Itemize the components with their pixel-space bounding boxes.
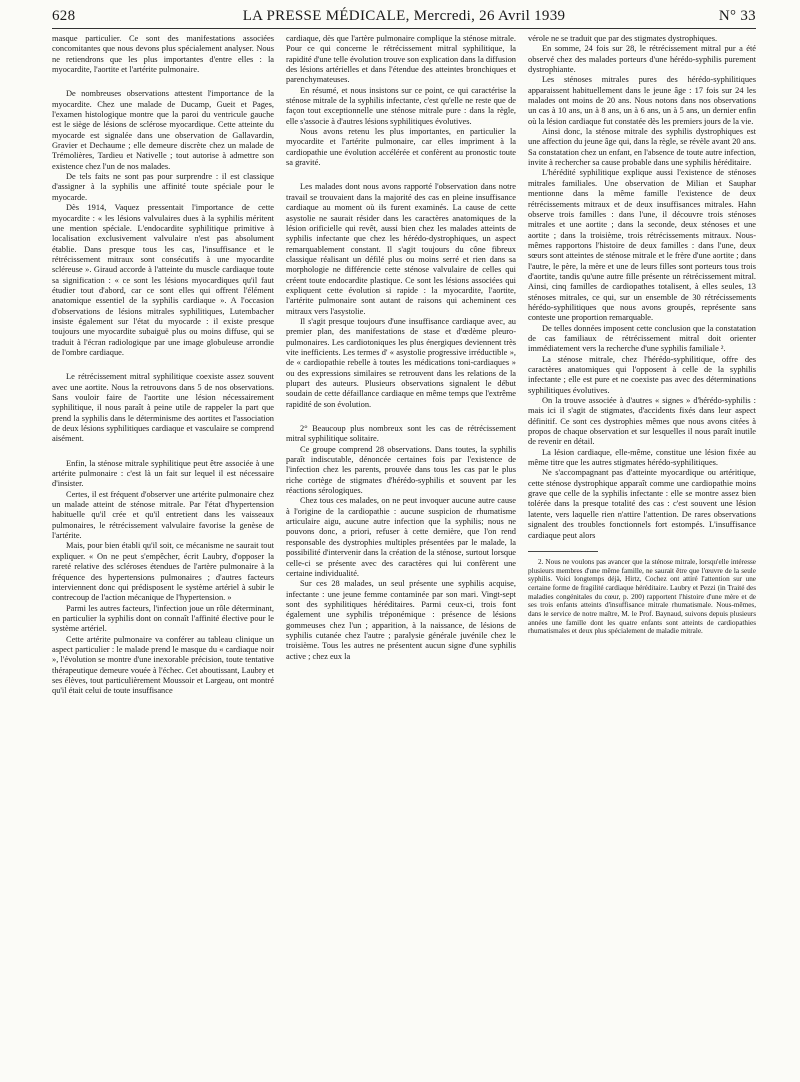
paragraph: Certes, il est fréquent d'observer une artérite pulmonaire chez un malade atteint de sténose mitrale. Par l'état d'hypertension habituelle qu'il crée et qu'il entretient dans les vaisseaux pulmonaires, le rétrécissement valvulaire favorise la genèse de l'artérite. bbox=[52, 489, 274, 541]
footnote-text: 2. Nous ne voulons pas avancer que la sténose mitrale, lorsqu'elle intéresse plusieurs membres d'une même famille, ne saurait être que l'œuvre de la seule syphilis. Voici longtemps déjà, Hirtz, Cochez ont attiré l'attention sur une certaine forme de fragilité cardiaque héréditaire. Laubry et Pezzi (in Traité des maladies congénitales du cœur, p. 200) rapportent l'histoire d'une mère et de ses trois enfants atteints d'insuffisance mitrale rhumatismale. Nous-mêmes, dans le service de notre maître, M. le Prof. Baynaud, suivons depuis plusieurs années une famille dont les quatre enfants sont atteints de cardiopathies rhumatismales et deux plus spécialement de maladie mitrale. bbox=[528, 557, 756, 636]
paragraph: masque particulier. Ce sont des manifestations associées concomitantes que nous devons plus spécialement analyser. Nous ne retiendrons que les plus importantes d'entre elles : la myocardite, l'aortite et l'artérite pulmonaire. bbox=[52, 34, 274, 75]
paragraph: Parmi les autres facteurs, l'infection joue un rôle déterminant, en particulier la syphilis dont on connaît l'affinité élective pour le système artériel. bbox=[52, 603, 274, 634]
paragraph: Ainsi donc, la sténose mitrale des syphilis dystrophiques est une affection du jeune âge qui, dans la règle, se révèle avant 20 ans. Sa constatation chez un enfant, en l'absence de toute autre infection, invite à rechercher sa cause probable dans une syphilis héréditaire. bbox=[528, 127, 756, 168]
paragraph: Ne s'accompagnant pas d'atteinte myocardique ou artéritique, cette sténose dystrophique apparaît comme une cardiopathie moins grave que celle de la syphilis infectante : elle se montre assez bien tolérée dans la presque totalité des cas : c'est souvent une lésion latente, vers laquelle rien n'attire l'attention. De rares observations signalent des troubles fonctionnels fort estompés. L'insuffisance cardiaque peut alors bbox=[528, 468, 756, 540]
paragraph: Enfin, la sténose mitrale syphilitique peut être associée à une artérite pulmonaire : c'est là un fait sur lequel il est nécessaire d'insister. bbox=[52, 458, 274, 489]
paragraph: Ce groupe comprend 28 observations. Dans toutes, la syphilis paraît indiscutable, dénoncée certaines fois par l'existence de l'infection chez les parents, prouvée dans tous les cas par le plus riche cortège de stigmates d'hérédo-syphilis et souvent par les réactions sérologiques. bbox=[286, 444, 516, 496]
page-header bbox=[52, 8, 756, 26]
header-rule bbox=[52, 28, 756, 29]
paragraph: La lésion cardiaque, elle-même, constitue une lésion fixée au même titre que les autres stigmates hérédo-syphilitiques. bbox=[528, 447, 756, 468]
paragraph: vérole ne se traduit que par des stigmates dystrophiques. bbox=[528, 34, 718, 43]
column-1 bbox=[52, 34, 274, 1068]
paragraph: cardiaque, dès que l'artère pulmonaire complique la sténose mitrale. Pour ce qui concerne le rétrécissement mitral syphilitique, la rapidité d'une telle évolution trouve son explication dans la diffusion des lésions artérielles et dans l'étendue des atteintes bronchiques et parenchymateuses. bbox=[286, 34, 516, 85]
column-3 bbox=[528, 34, 756, 1068]
paragraph: Les malades dont nous avons rapporté l'observation dans notre travail se trouvaient dans la majorité des cas en pleine insuffisance cardiaque au moment où ils furent examinés. La cause de cette asystolie ne saurait résider dans les caractères anatomiques de la lésion orificielle qui revêt, aussi bien chez les malades atteints de syphilis infectante que chez les hérédo-dystrophiques, un aspect remarquablement constant. Il s'agit toujours du cône fibreux classique réalisant un défilé plus ou moins serré et rien dans sa morphologie ne différencie cette sténose valvulaire de celles qui créent toute endocardite plastique. Ce sont les lésions associées qui expliquent cette évolution si rapide : la myocardite, l'aortite, l'artérite pulmonaire sont autant de raisons qui acheminent ces mitraux vers l'asystolie. bbox=[286, 182, 516, 316]
paragraph: Nous avons retenu les plus importantes, en particulier la myocardite et l'artérite pulmonaire, car elles impriment à la cardiopathie une évolution accélérée et confèrent au pronostic toute sa gravité. bbox=[286, 127, 516, 168]
paragraph: Sur ces 28 malades, un seul présente une syphilis acquise, infectante : une jeune femme contaminée par son mari. Vingt-sept sont des syphilitiques héréditaires. Parmi ceux-ci, trois font également une syphilis tréponémique : présence de lésions gommeuses chez l'un ; apparition, à la naissance, de lésions de syphilis cutanée chez l'autre ; paralysie générale juvénile chez le troisième. Tous les autres ne présentent aucun signe d'une syphilis active ; chez eux la bbox=[286, 579, 516, 661]
footnote-rule bbox=[528, 551, 598, 552]
paragraph: De telles données imposent cette conclusion que la constatation de cas familiaux de rétrécissement mitral doit orienter immédiatement vers la recherche d'une syphilis familiale ². bbox=[528, 323, 756, 354]
paragraph: Dès 1914, Vaquez pressentait l'importance de cette myocardite : « les lésions valvulaires dues à la syphilis méritent une mention spéciale. L'endocardite syphilitique primitive à localisation exclusivement valvulaire n'est pas absolument établie. Dans presque tous les cas, l'insuffisance et le rétrécissement mitraux sont consécutifs à une myocardite scléreuse ». Giraud accorde à l'atteinte du muscle cardiaque toute sa signification : « ce sont les lésions myocardiques qu'il faut étudier tout d'abord, car ce sont elles qui offrent l'élément anatomique essentiel de la syphilis cardiaque ». A l'occasion d'observations de lésions mitrales syphilitiques, Lutembacher insiste également sur l'état du myocarde : il existe presque toujours une myocardite subaiguë plus ou moins diffuse, qui se traduit à l'écran radiologique par une image globuleuse arrondie de l'ombre cardiaque. bbox=[52, 203, 274, 357]
journal-title: LA PRESSE MÉDICALE, Mercredi, 26 Avril 1939 bbox=[242, 8, 566, 24]
paragraph: Le rétrécissement mitral syphilitique coexiste assez souvent avec une aortite. Nous la retrouvons dans 5 de nos observations. Sans vouloir faire de l'aortite une lésion nécessairement syphilitique, il nous paraît à peine utile de rappeler la part que prend la syphilis dans le déterminisme des aortites et l'association de deux lésions syphilitiques cardiaque et vasculaire se comprend aisément. bbox=[52, 372, 274, 444]
footnote bbox=[528, 558, 756, 636]
paragraph: De tels faits ne sont pas pour surprendre : il est classique d'assigner à la syphilis une affinité toute spéciale pour le myocarde. bbox=[52, 172, 274, 202]
column-2 bbox=[286, 34, 516, 1068]
issue-number: N° 33 bbox=[718, 8, 756, 24]
paragraph: 2° Beaucoup plus nombreux sont les cas de rétrécissement mitral syphilitique solitaire. bbox=[286, 424, 516, 444]
paragraph: Chez tous ces malades, on ne peut invoquer aucune autre cause à l'origine de la cardiopathie : aucune suspicion de rhumatisme articulaire aigu, aucune autre infection que la syphilis; nous ne pouvons donc, a priori, refuser à cette dernière, que l'on rend responsable des dystrophies multiples présentées par le malade, la possibilité d'intervenir dans la création de la sténose, surtout lorsque celle-ci se présente avec des caractères qui lui confèrent une certaine individualité. bbox=[286, 496, 516, 578]
paragraph: En résumé, et nous insistons sur ce point, ce qui caractérise la sténose mitrale de la syphilis infectante, c'est qu'elle ne reste que de façon tout exceptionnelle une sténose mitrale pure : dans la règle, elle s'associe à d'autres lésions syphilitiques évolutives. bbox=[286, 85, 516, 126]
paragraph: En somme, 24 fois sur 28, le rétrécissement mitral pur a été observé chez des malades porteurs d'une hérédo-syphilis purement dystrophiante. bbox=[528, 44, 756, 75]
paragraph: Il s'agit presque toujours d'une insuffisance cardiaque avec, au premier plan, des manifestations de stase et d'œdème pleuro-pulmonaires. Les cardiotoniques les plus énergiques deviennent très vite inefficients. Les termes d' « asystolie progressive irréductible », de « cardiopathie rebelle à toutes les médications toni-cardiaques » ou des expressions similaires se retrouvent dans les relations de la plupart des auteurs. Plusieurs observations signalent le début soudain de cette défaillance cardiaque en même temps que l'extrême rapidité de son évolution. bbox=[286, 316, 516, 409]
paragraph: On la trouve associée à d'autres « signes » d'hérédo-syphilis : mais ici il s'agit de stigmates, d'accidents fixés dans leur aspect définitif. Ce sont ces dystrophies mêmes que nous avons citées à propos de chaque observation et sur lesquelles il nous paraît inutile de revenir en détail. bbox=[528, 396, 756, 447]
paragraph: Les sténoses mitrales pures des hérédo-syphilitiques apparaissent habituellement dans le jeune âge : 17 fois sur 24 les malades ont moins de 20 ans. Nous notons dans nos observations un cas à 10 ans, un à 8 ans, un à 6 ans, un à 5 ans, un dernier enfin où la lésion cardiaque fut constatée dès les premiers jours de la vie. bbox=[528, 75, 756, 126]
paragraph: La sténose mitrale, chez l'hérédo-syphilitique, offre des caractères anatomiques qui l'opposent à celle de la syphilis infectante ; elle est pure et ne coexiste pas avec des déterminations syphilitiques évolutives. bbox=[528, 354, 756, 395]
paragraph: Cette artérite pulmonaire va conférer au tableau clinique un aspect particulier : le malade prend le masque du « cardiaque noir », l'évolution se montre d'une inexorable précision, toute tentative thérapeutique demeure vouée à l'échec. Cet aboutissant, Laubry et ses élèves, tout particulièrement Moussoir et Largeau, ont montré qu'il était celui de toute insuffisance bbox=[52, 634, 274, 696]
paragraph: L'hérédité syphilitique explique aussi l'existence de sténoses mitrales familiales. Une observation de Milian et Sauphar mentionne dans la même famille l'existence de deux rétrécissements mitraux et de deux insuffisances mitrales. Hahn observe trois familles : dans l'une, il découvre trois sténoses mitrales et une aortite ; dans la seconde, deux sténoses et une aortite ; dans la troisième, trois rétrécissements mitraux. Nous-mêmes rapportons l'histoire de deux familles : dans l'une, deux sœurs sont atteintes de sténose mitrale et le frère d'une aortite ; dans l'autre, le père, la mère et une de leurs filles sont porteurs tous trois d'aortite, tandis qu'une autre fille présente un rétrécissement mitral. Ainsi, cinq familles de cardiopathes totalisent, à elles seules, 13 sténoses mitrales, ce qui, sur un ensemble de 30 rétrécissements hérédo-syphilitiques que nous avons groupés, représente sans conteste une proportion remarquable. bbox=[528, 168, 756, 323]
paragraph: De nombreuses observations attestent l'importance de la myocardite. Chez une malade de Ducamp, Gueit et Pages, l'examen histologique montre que la paroi du ventricule gauche est le siège de lésions de sclérose myocardique. Cette atteinte du myocarde est signalée dans une observation de Gallavardin, Gravier et Dechaume ; elle demeure discrète chez un malade de Trémolières, Tardieu et Nativelle ; tout autorise à admettre son existence chez l'un de nos malades. bbox=[52, 89, 274, 171]
page-number: 628 bbox=[52, 8, 76, 24]
paragraph: Mais, pour bien établi qu'il soit, ce mécanisme ne saurait tout expliquer. « On ne peut s'empêcher, écrit Laubry, d'opposer la rareté relative des scléroses étendues de l'artère pulmonaire à la fréquence des hypertensions pulmonaires ; d'autres facteurs interviennent donc qui prédisposent le système artériel à subir le contrecoup de l'action mécanique de l'hypertension. » bbox=[52, 541, 274, 603]
